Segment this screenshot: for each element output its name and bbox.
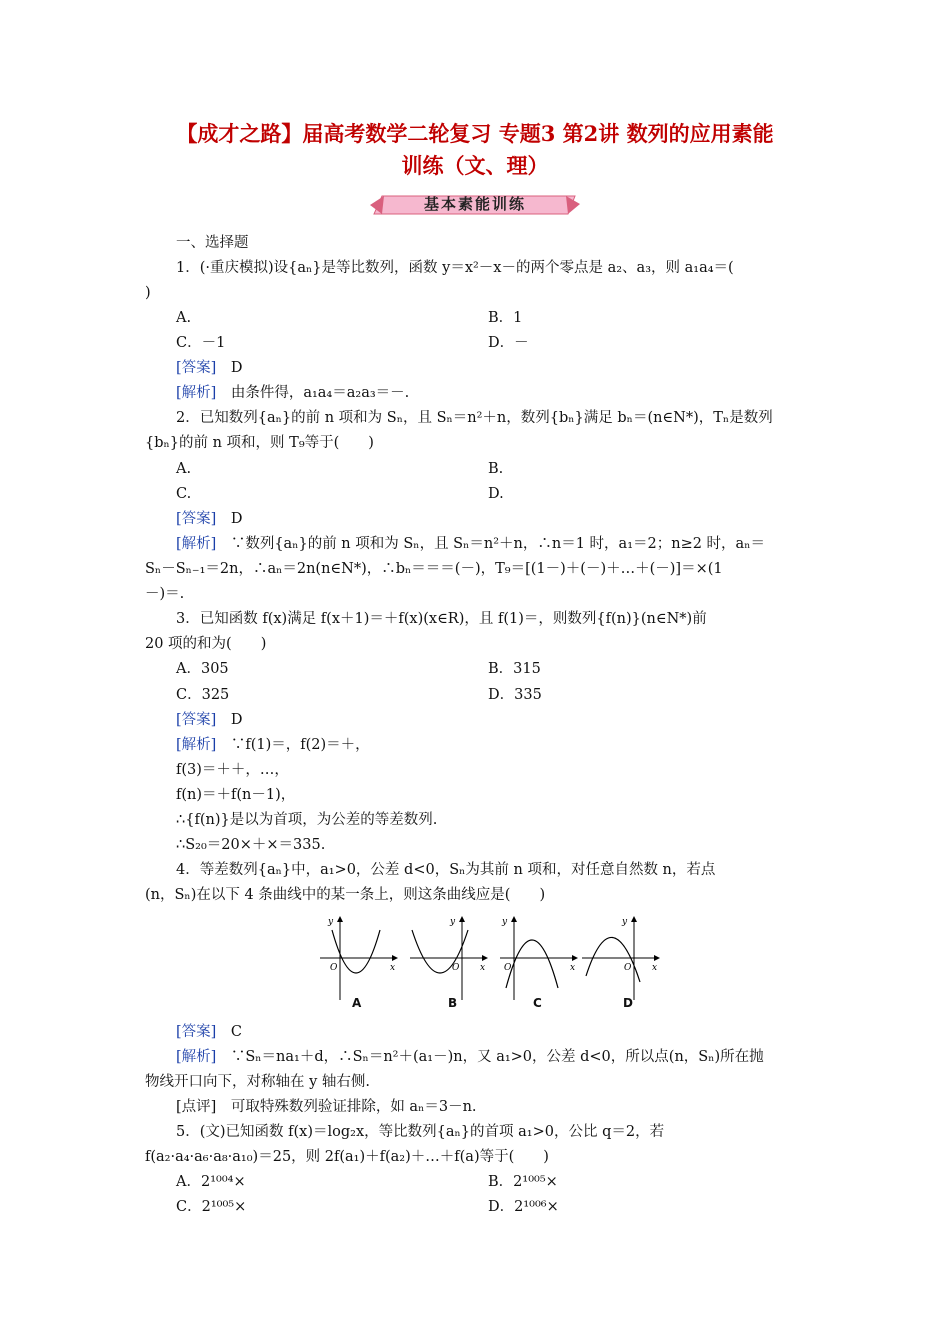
title-line-2: 训练（文、理） (401, 153, 549, 178)
answer-tag: [答案] (176, 712, 217, 728)
q5-option-c: C．2¹⁰⁰⁵× (176, 1199, 247, 1215)
graph-d-origin: O (624, 963, 632, 973)
q3-stem-line2: 20 项的和为( ) (145, 636, 267, 652)
q1-option-b: B．1 (488, 310, 523, 326)
q2-analysis-line3: －)＝. (145, 586, 185, 602)
section-heading: 一、选择题 (176, 235, 249, 251)
graph-c (498, 912, 578, 1002)
graph-a-x-label: x (390, 963, 396, 973)
q2-answer-value: D (230, 511, 243, 527)
graph-c-origin: O (504, 963, 512, 973)
q2-option-a: A. (176, 461, 192, 477)
q1-option-c: C．－1 (176, 335, 226, 351)
section-banner (370, 192, 580, 218)
q4-analysis-line1: ∵Sₙ＝na₁＋d，∴Sₙ＝n²＋(a₁－)n，又 a₁>0，公差 d<0，所以点(n，Sₙ)所在抛 (230, 1049, 764, 1065)
answer-tag: [答案] (176, 360, 217, 376)
q3-analysis-line1: ∵f(1)＝，f(2)＝＋， (230, 737, 370, 753)
q4-comment-text: 可取特殊数列验证排除，如 aₙ＝3－n. (230, 1099, 477, 1115)
q3-answer-value: D (230, 712, 243, 728)
graph-c-y-label: y (502, 917, 508, 927)
q2-analysis-line2: Sₙ－Sₙ₋₁＝2n，∴aₙ＝2n(n∈N*)，∴bₙ＝＝＝(－)，T₉＝[(1－)＋(－)＋…＋(－)]＝×(1 (145, 561, 723, 577)
graph-a-label: A (352, 996, 362, 1010)
graph-d (580, 912, 660, 1002)
doc-title (140, 118, 810, 182)
q4-comment (176, 1097, 477, 1117)
q3-option-c: C．325 (176, 687, 230, 703)
q2-analysis-line1: ∵数列{aₙ}的前 n 项和为 Sₙ，且 Sₙ＝n²＋n，∴n＝1 时，a₁＝2；n≥2 时，aₙ＝ (230, 536, 765, 552)
q5-option-b: B．2¹⁰⁰⁵× (488, 1174, 558, 1190)
q2-option-b: B. (488, 461, 504, 477)
q3-analysis (176, 735, 370, 755)
q3-option-a: A．305 (176, 661, 229, 677)
graph-b-label: B (448, 996, 458, 1010)
graph-a (318, 912, 398, 1002)
q5-option-a: A．2¹⁰⁰⁴× (176, 1174, 246, 1190)
q3-analysis-line5: ∴S₂₀＝20×＋×＝335. (176, 837, 326, 853)
graph-d-x-label: x (652, 963, 658, 973)
q3-analysis-line2: f(3)＝＋＋，…， (176, 762, 289, 778)
q3-analysis-line3: f(n)＝＋f(n－1)， (176, 787, 296, 803)
q1-stem-line2: ) (145, 285, 151, 301)
q2-stem-line2: {bₙ}的前 n 项和，则 T₉等于( ) (145, 435, 374, 451)
graph-b-y-label: y (450, 917, 456, 927)
q3-answer (176, 710, 242, 730)
graph-d-y-label: y (622, 917, 628, 927)
analysis-tag: [解析] (176, 737, 217, 753)
q5-stem-line1: 5．(文)已知函数 f(x)＝log₂x，等比数列{aₙ}的首项 a₁>0，公比 q＝2，若 (176, 1124, 665, 1140)
q4-analysis-line2: 物线开口向下，对称轴在 y 轴右侧. (145, 1074, 371, 1090)
analysis-tag: [解析] (176, 385, 217, 401)
q4-answer-value: C (230, 1024, 242, 1040)
analysis-tag: [解析] (176, 536, 217, 552)
title-line-1: 【成才之路】届高考数学二轮复习 专题3 第2讲 数列的应用素能 (176, 121, 774, 146)
q1-option-a: A. (176, 310, 192, 326)
q1-answer-value: D (230, 360, 243, 376)
q1-answer (176, 358, 242, 378)
q5-option-d: D．2¹⁰⁰⁶× (488, 1199, 559, 1215)
q4-stem-line2: (n，Sₙ)在以下 4 条曲线中的某一条上，则这条曲线应是( ) (145, 887, 546, 903)
graph-a-origin: O (330, 963, 338, 973)
q5-stem-line2: f(a₂·a₄·a₆·a₈·a₁₀)＝25，则 2f(a₁)＋f(a₂)＋…＋f(a)等于( ) (145, 1149, 549, 1165)
q3-analysis-line4: ∴{f(n)}是以为首项，为公差的等差数列. (176, 812, 438, 828)
q1-analysis (176, 383, 409, 403)
q2-stem-line1: 2．已知数列{aₙ}的前 n 项和为 Sₙ，且 Sₙ＝n²＋n，数列{bₙ}满足 bₙ＝(n∈N*)，Tₙ是数列 (176, 410, 773, 426)
q3-option-d: D．335 (488, 687, 542, 703)
graph-b-origin: O (452, 963, 460, 973)
banner-text: 基本素能训练 (423, 195, 526, 213)
q2-option-d: D. (488, 486, 504, 502)
analysis-tag: [解析] (176, 1049, 217, 1065)
q1-option-d: D．－ (488, 335, 529, 351)
answer-tag: [答案] (176, 511, 217, 527)
graph-c-x-label: x (570, 963, 576, 973)
q1-analysis-text: 由条件得，a₁a₄＝a₂a₃＝－. (230, 385, 410, 401)
q2-option-c: C. (176, 486, 192, 502)
graph-b (408, 912, 488, 1002)
q4-stem-line1: 4．等差数列{aₙ}中，a₁>0，公差 d<0，Sₙ为其前 n 项和，对任意自然数 n，若点 (176, 862, 716, 878)
q1-stem-line1: 1．(·重庆模拟)设{aₙ}是等比数列，函数 y＝x²－x－的两个零点是 a₂、a₃，则 a₁a₄＝( (176, 260, 734, 276)
q4-analysis (176, 1047, 764, 1067)
graph-a-y-label: y (328, 917, 334, 927)
q3-option-b: B．315 (488, 661, 541, 677)
graph-d-label: D (623, 996, 633, 1010)
q4-answer (176, 1022, 242, 1042)
graph-b-x-label: x (480, 963, 486, 973)
graph-c-label: C (533, 996, 542, 1010)
q2-analysis (176, 534, 765, 554)
answer-tag: [答案] (176, 1024, 217, 1040)
q3-stem-line1: 3．已知函数 f(x)满足 f(x＋1)＝＋f(x)(x∈R)，且 f(1)＝，则数列{f(n)}(n∈N*)前 (176, 611, 707, 627)
comment-tag: [点评] (176, 1099, 217, 1115)
q2-answer (176, 509, 242, 529)
